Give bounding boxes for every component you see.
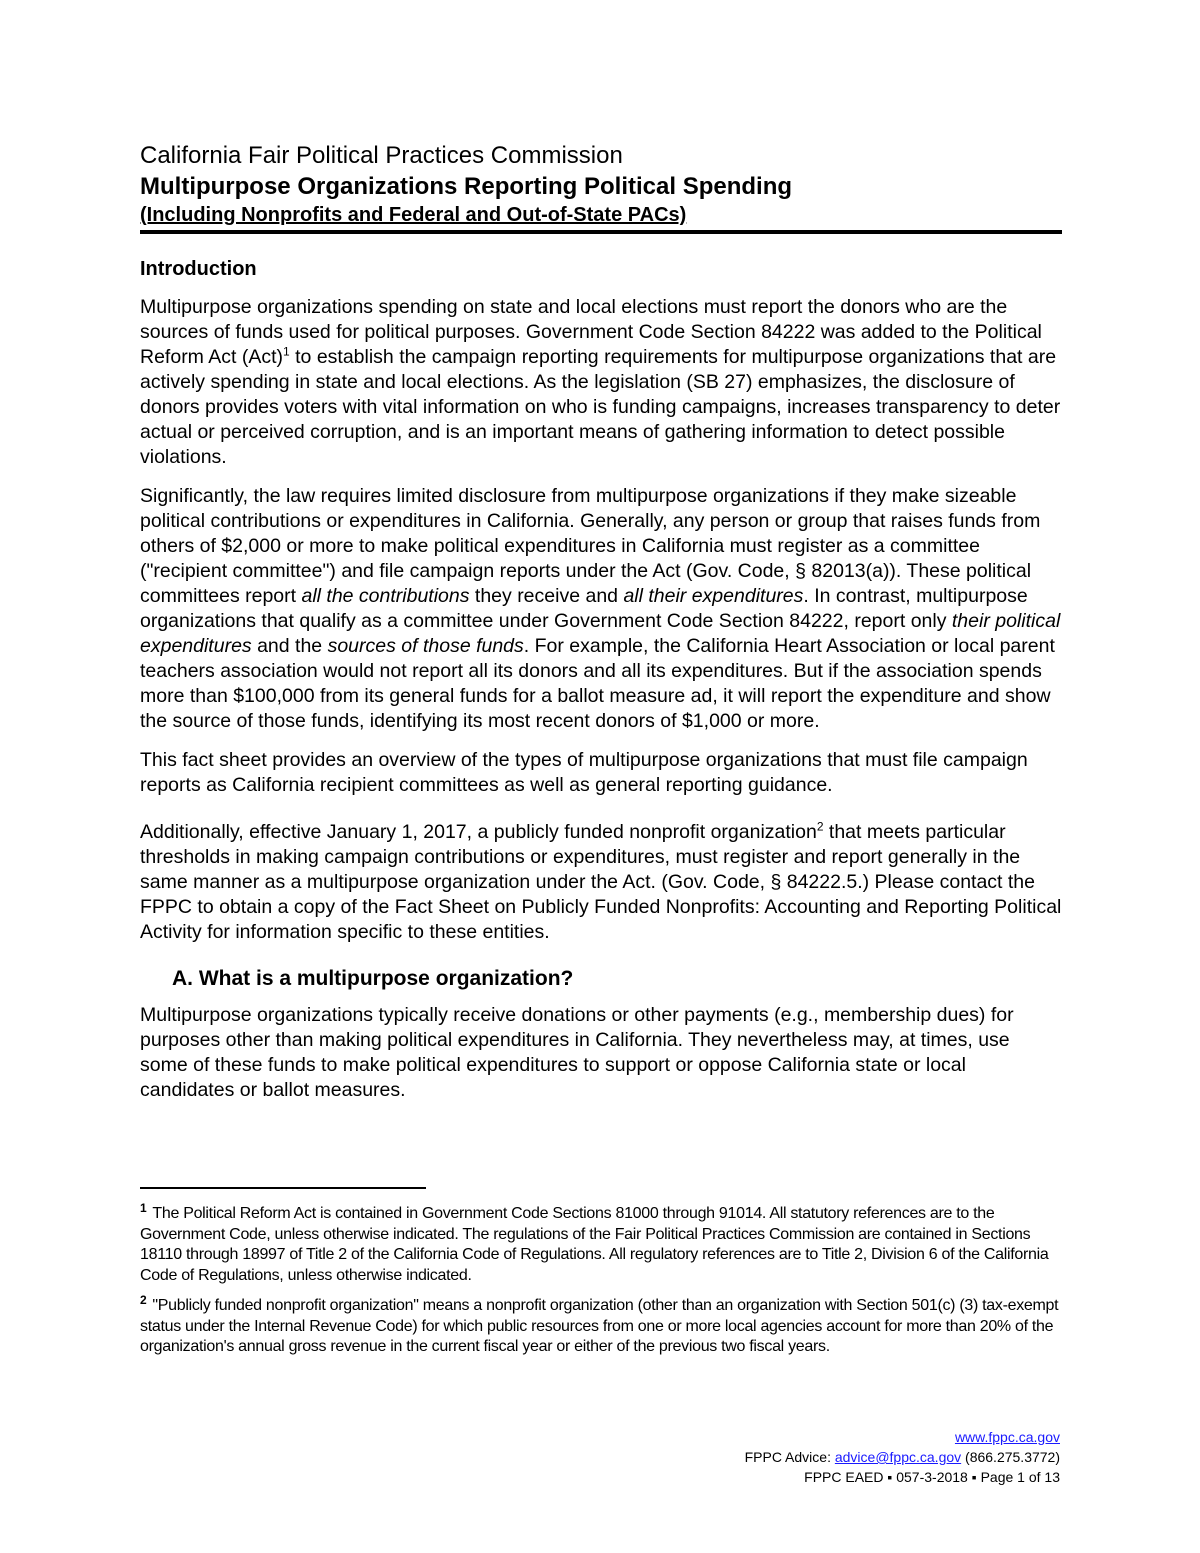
intro-paragraph-1: Multipurpose organizations spending on state and local elections must report the donors who are the sources of funds used for political purposes. Government Code Section 84222 was added to the Political Reform Act (Act)$^1$ to establish the campaign reporting requirements for multipurpose organizations that are actively spending in state and local elections. As the legislation (SB 27) emphasizes, the disclosure of donors provides voters with vital information on who is funding campaigns, increases transparency to deter actual or perceived corruption, and is an important means of gathering information to detect possible violations. bbox=[140, 296, 1061, 468]
section-a-paragraph-1: Multipurpose organizations typically receive donations or other payments (e.g., membership dues) for purposes other than making political expenditures in California. They nevertheless may, at times, use some of these funds to make political expenditures to support or oppose California state or local candidates or ballot measures. bbox=[140, 1004, 1014, 1101]
document-subtitle: (Including Nonprofits and Federal and Out-of-State PACs) bbox=[140, 204, 687, 226]
introduction-heading: Introduction bbox=[140, 258, 257, 280]
footnote-ref-1[interactable]: 1 bbox=[283, 344, 290, 359]
footnote-separator bbox=[140, 1187, 426, 1189]
intro-paragraph-4: Additionally, effective January 1, 2017, a publicly funded nonprofit organization$^2$ that meets particular thresholds in making campaign contributions or expenditures, must register and report generally in the same manner as a multipurpose organization under the Act. (Gov. Code, § 84222.5.) Please contact the FPPC to obtain a copy of the Fact Sheet on Publicly Funded Nonprofits: Accounting and Reporting Political Activity for information specific to these entities. bbox=[140, 819, 1062, 943]
advice-email-link[interactable]: advice@fppc.ca.gov bbox=[834, 1449, 962, 1465]
website-link[interactable]: www.fppc.ca.gov bbox=[954, 1429, 1060, 1445]
title-rule bbox=[140, 230, 1062, 234]
section-a-heading: A. What is a multipurpose organization? bbox=[172, 967, 574, 990]
document-title: Multipurpose Organizations Reporting Political Spending bbox=[140, 173, 793, 200]
intro-paragraph-2: Significantly, the law requires limited disclosure from multipurpose organizations if they make sizeable political contributions or expenditures in California. Generally, any person or group that raises funds from others of $2,000 or more to make political expenditures in California must register as a committee ("recipient committee") and file campaign reports under the Act (Gov. Code, § 82013(a)). These political committees report all the contributions they receive and all their expenditures. In contrast, multipurpose organizations that qualify as a committee under Government Code Section 84222, report only their political expenditures and the sources of those funds. For example, the California Heart Association or local parent teachers association would not report all its donors and all its expenditures. But if the association spends more than $100,000 from its general funds for a ballot measure ad, it will report the expenditure and show the source of those funds, identifying its most recent donors of $1,000 or more. bbox=[140, 485, 1061, 732]
document-id: FPPC EAED ▪ 057-3-2018 ▪ Page 1 of 13 bbox=[804, 1469, 1060, 1485]
intro-paragraph-3: This fact sheet provides an overview of the types of multipurpose organizations that must file campaign reports as California recipient committees as well as general reporting guidance. bbox=[140, 749, 1028, 796]
organization-name: California Fair Political Practices Commission bbox=[140, 142, 623, 169]
footnote-1: $^1$ The Political Reform Act is contained in Government Code Sections 81000 through 91014. All statutory references are to the Government Code, unless otherwise indicated. The regulations of the Fair Political Practices Commission are contained in Sections 18110 through 18997 of Title 2 of the California Code of Regulations. All regulatory references are to Title 2, Division 6 of the California Code of Regulations, unless otherwise indicated. bbox=[140, 1200, 1049, 1284]
footnote-ref-2[interactable]: 2 bbox=[816, 819, 824, 834]
footnotes bbox=[140, 1200, 1062, 1368]
advice-line: FPPC Advice: advice@fppc.ca.gov (866.275.3772) bbox=[744, 1449, 1060, 1465]
page-footer bbox=[745, 1427, 1060, 1487]
document-body bbox=[140, 140, 1062, 1117]
footnote-2: $^2$ "Publicly funded nonprofit organization" means a nonprofit organization (other than an organization with Section 501(c) (3) tax-exempt status under the Internal Revenue Code) for which public resources from one or more local agencies account for more than 20% of the organization's annual gross revenue in the current fiscal year or either of the previous two fiscal years. bbox=[140, 1292, 1059, 1355]
